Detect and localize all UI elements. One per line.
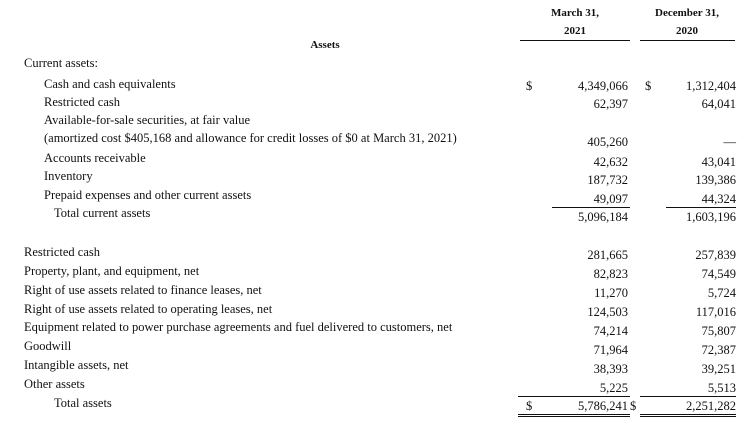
row-label-inventory: Inventory xyxy=(44,169,93,183)
row-prepaid-value-2020: 44,324 xyxy=(701,192,736,206)
row-accounts-receivable-value-2021: 42,632 xyxy=(593,155,628,169)
row-rou-operating-value-2021: 124,503 xyxy=(587,305,628,319)
row-label-prepaid-expenses: Prepaid expenses and other current assets xyxy=(44,188,252,202)
row-total-current-assets-value-2020: 1,603,196 xyxy=(686,210,736,224)
row-intangible-value-2021: 38,393 xyxy=(593,362,628,376)
row-label-rou-operating-leases: Right of use assets related to operating leases, net xyxy=(24,302,273,316)
column-header-march-2021-line2: 2021 xyxy=(564,25,586,37)
row-label-intangible-assets: Intangible assets, net xyxy=(24,358,129,372)
row-cash-value-2021: 4,349,066 xyxy=(578,79,628,93)
row-label-property-plant-equipment: Property, plant, and equipment, net xyxy=(24,264,200,278)
row-label-other-assets: Other assets xyxy=(24,377,85,391)
row-total-current-assets-value-2021: 5,096,184 xyxy=(578,210,628,224)
row-ppe-value-2020: 74,549 xyxy=(701,267,736,281)
row-label-rou-finance-leases: Right of use assets related to finance leases, net xyxy=(24,283,262,297)
subtotal-rule-2021 xyxy=(552,207,630,208)
row-cash-value-2020: 1,312,404 xyxy=(686,79,736,93)
row-label-current-assets: Current assets: xyxy=(24,56,98,70)
row-accounts-receivable-value-2020: 43,041 xyxy=(701,155,736,169)
section-title-assets: Assets xyxy=(310,39,340,51)
row-restricted-cash-noncurrent-value-2020: 257,839 xyxy=(695,248,736,262)
row-total-assets-dollar-2021: $ xyxy=(526,399,533,413)
row-label-restricted-cash-noncurrent: Restricted cash xyxy=(24,245,101,259)
row-rou-finance-value-2020: 5,724 xyxy=(707,286,736,300)
column-header-dec-2020-line1: December 31, xyxy=(655,7,719,19)
column-header-dec-2020-line2: 2020 xyxy=(676,25,698,37)
row-restricted-cash-noncurrent-value-2021: 281,665 xyxy=(587,248,628,262)
row-inventory-value-2020: 139,386 xyxy=(695,173,736,187)
row-total-assets-value-2021: 5,786,241 xyxy=(578,399,628,413)
row-label-goodwill: Goodwill xyxy=(24,339,72,353)
row-securities-value-2020: — xyxy=(723,135,736,149)
row-rou-operating-value-2020: 117,016 xyxy=(695,305,736,319)
row-label-available-for-sale-securities: Available-for-sale securities, at fair value xyxy=(44,113,251,127)
column-header-rule-2 xyxy=(640,40,735,41)
row-label-restricted-cash-current: Restricted cash xyxy=(44,95,121,109)
row-label-accounts-receivable: Accounts receivable xyxy=(44,151,146,165)
column-header-march-2021-line1: March 31, xyxy=(550,7,600,19)
row-other-assets-value-2021: 5,225 xyxy=(599,381,628,395)
row-restricted-cash-current-value-2020: 64,041 xyxy=(701,97,736,111)
row-restricted-cash-current-value-2021: 62,397 xyxy=(593,97,628,111)
total-double-rule-2020 xyxy=(640,414,736,417)
row-prepaid-value-2021: 49,097 xyxy=(593,192,628,206)
row-label-equipment-ppa: Equipment related to power purchase agreements and fuel delivered to customers, net xyxy=(24,320,453,334)
row-cash-dollar-2020: $ xyxy=(645,79,652,93)
total-top-rule-2021 xyxy=(518,396,630,397)
row-label-total-current-assets: Total current assets xyxy=(54,206,151,220)
row-goodwill-value-2021: 71,964 xyxy=(593,343,628,357)
column-header-rule-1 xyxy=(520,40,630,41)
row-rou-finance-value-2021: 11,270 xyxy=(594,286,628,300)
total-double-rule-2021 xyxy=(518,414,630,417)
row-equipment-ppa-value-2021: 74,214 xyxy=(593,324,628,338)
row-label-amortized-cost-note: (amortized cost $405,168 and allowance for credit losses of $0 at March 31, 2021) xyxy=(44,131,457,145)
row-total-assets-value-2020: 2,251,282 xyxy=(686,399,736,413)
row-ppe-value-2021: 82,823 xyxy=(593,267,628,281)
row-total-assets-dollar-2020: $ xyxy=(630,399,637,413)
row-inventory-value-2021: 187,732 xyxy=(587,173,628,187)
total-top-rule-2020 xyxy=(640,396,736,397)
row-equipment-ppa-value-2020: 75,807 xyxy=(701,324,736,338)
row-other-assets-value-2020: 5,513 xyxy=(707,381,736,395)
row-securities-value-2021: 405,260 xyxy=(587,135,628,149)
row-label-cash-and-cash-equivalents: Cash and cash equivalents xyxy=(44,77,176,91)
row-goodwill-value-2020: 72,387 xyxy=(701,343,736,357)
row-label-total-assets: Total assets xyxy=(54,396,112,410)
subtotal-rule-2020 xyxy=(666,207,736,208)
row-intangible-value-2020: 39,251 xyxy=(701,362,736,376)
row-cash-dollar-2021: $ xyxy=(526,79,533,93)
